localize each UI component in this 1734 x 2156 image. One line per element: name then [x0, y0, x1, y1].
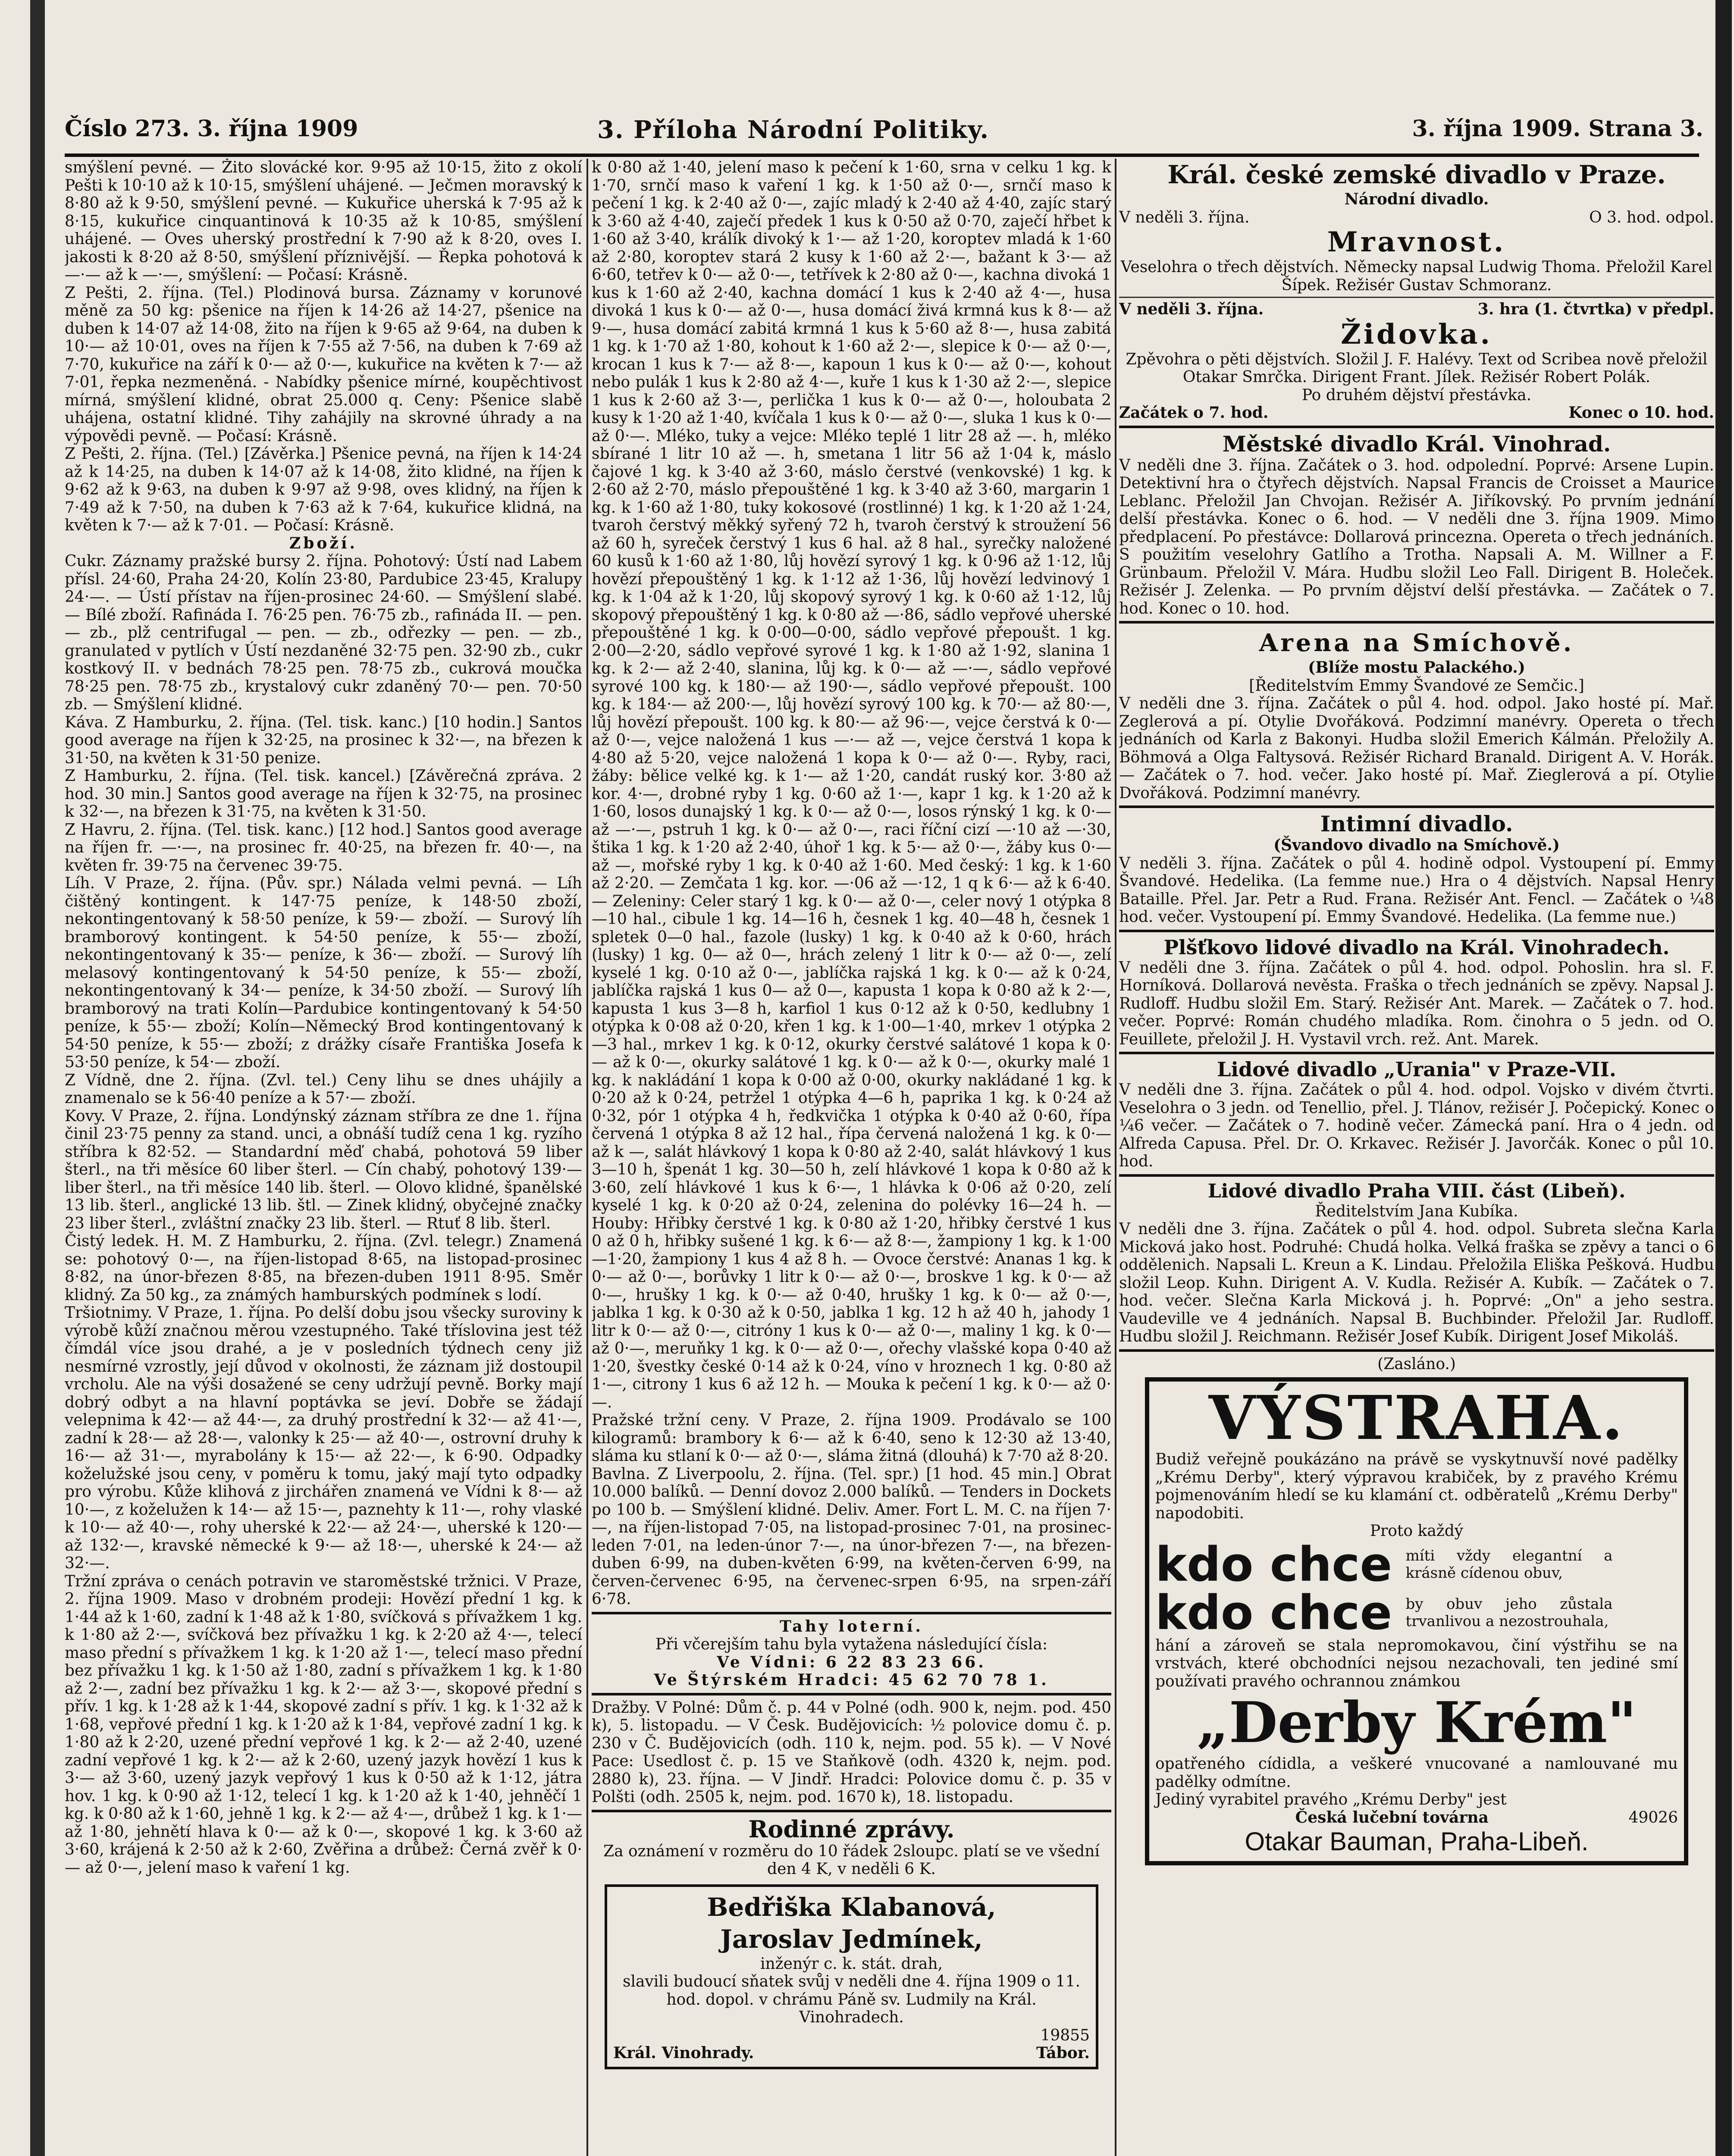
lottery-graz: Ve Štýrském Hradci: 45 62 70 78 1.	[654, 1671, 1049, 1689]
wedding-announcement	[605, 1884, 1098, 2069]
masthead	[65, 116, 1703, 154]
time: O 3. hod. odpol.	[1589, 208, 1714, 226]
divider	[1119, 1349, 1714, 1352]
date: V neděli 3. října.	[1119, 208, 1250, 226]
masthead-rule	[65, 154, 1699, 157]
theatre-listing: V neděli dne 3. října. Začátek o půl 4. hod. odpol. Jako hosté pí. Mař. Zeglerová a pí. Otylie Dvořáková. Podzimní manévry. Opereta o třech jednáních od Karla z Bakonyi. Hudba složil Emerich Kálmán. Přeložily A. Böhmová a Olga Faltysová. Režisér Richard Branald. Dirigent A. V. Horák. — Začátek o 7. hod. večer. Jako hosté pí. Mař. Zieglerová a pí. Otylie Dvořáková. Podzimní manévry.	[1119, 695, 1714, 802]
manufacturer: Otakar Bauman, Praha-Libeň.	[1245, 1827, 1589, 1856]
divider	[1119, 621, 1714, 624]
paragraph: Cukr. Záznamy pražské bursy 2. října. Pohotový: Ústí nad Labem přísl. 24·60, Praha 24·20, Kolín 23·80, Pardubice 23·45, Kralupy 24·—. — Ústí přístav na říjen-prosinec 24·60. — Smýšlení slabé. — Bílé zboží. Rafináda I. 76·25 pen. 76·75 zb., rafináda II. — pen. — zb., plž centrifugal — pen. — zb., odřezky — pen. — zb., granulated v pytlích v Ústí nezdaněné 32·75 pen. 32·90 zb., cukr kostkový II. v bednách 78·25 pen. 78·75 zb., cukrová moučka 78·25 pen. 78·75 zb., krystalový cukr zdaněný 70·— pen. 70·50 zb. — Smýšlení klidné.	[65, 552, 582, 713]
arena-sub: (Blíže mostu Palackého.)	[1308, 658, 1525, 677]
theatre-listing: V neděli dne 3. října. Začátek o půl 4. hod. odpol. Vojsko v divém čtvrti. Veselohra o 3 jedn. od Tenellio, přel. J. Tlánov, režisér J. Počepický. Konec o ¼6 večer. — Začátek o 7. hodině večer. Zámecká paní. Hra o 4 jedn. od Alfreda Capusa. Přel. Dr. O. Krkavec. Režisér J. Javorčák. Konec o půl 10. hod.	[1119, 1081, 1714, 1170]
column-divider	[586, 159, 588, 2156]
theatre-listing: V neděli dne 3. října. Začátek o půl 4. hod. odpol. Subreta slečna Karla Micková jako host. Podruhé: Chudá holka. Velká fraška se zpěvy a tanci o 6 oddělenich. Napsali L. Kreun a K. Lindau. Přeložila Eliška Pešková. Hudbu složil Leop. Kuhn. Dirigent A. V. Kudla. Režisér A. Kubík. — Začátek o 7. hod. večer. Slečna Karla Micková j. h. Poprvé: „On" a jeho sestra. Vaudeville ve 4 jednáních. Napsal B. Buchbinder. Přeložil Jar. Rudloff. Hudbu složil J. Reichmann. Režisér Josef Kubík. Dirigent Josef Mikoláš.	[1119, 1220, 1714, 1345]
divider	[1119, 805, 1714, 808]
warning-title: VÝSTRAHA.	[1208, 1383, 1625, 1454]
paragraph: k 0·80 až 1·40, jelení maso k pečení k 1·60, srna v celku 1 kg. k 1·70, srnčí maso k vaření 1 kg. k 1·50 až 0·—, srnčí maso k pečení 1 kg. k 2·40 až 0·—, zajíc mladý k 2·40 až 4·40, zajíc starý k 3·60 až 4·40, zaječí předek 1 kus k 0·50 až 0·70, zaječí hřbet k 1·60 až 3·40, králík divoký k 1·— až 1·20, koroptev mladá k 1·60 až 2·80, koroptev stará 2 kusy k 1·60 až 2·—, bažant k 3·— až 6·60, tetřev k 0·— až 0·—, tetřívek k 2·80 až 0·—, kachna divoká 1 kus k 1·60 až 2·40, kachna domácí 1 kus k 2·40 až 4·—, husa divoká 1 kus k 0·— až 0·—, husa domácí živá krmná kus k 8·— až 9·—, husa domácí zabitá krmná 1 kus k 5·60 až 8·—, husa zabitá 1 kg. k 1·70 až 1·80, kohout k 1·60 až 2·—, slepice k 0·— až 0·—, krocan 1 kus k 7·— až 8·—, kapoun 1 kus k 0·— až 0·—, kohout nebo pulák 1 kus k 2·80 až 4·—, kuře 1 kus k 1·30 až 2·—, slepice 1 kus k 2·60 až 3·—, perlička 1 kus k 0·— až 0·—, holoubata 2 kusy k 1·20 až 1·40, kvíčala 1 kus k 0·— až 0·—, sluka 1 kus k 0·— až 0·—. Mléko, tuky a vejce: Mléko teplé 1 litr 28 až —. h, mléko sbírané 1 litr 10 až —. h, smetana 1 litr 56 až 1·04 k, máslo čajové 1 kg. k 3·40 až 3·60, máslo čerstvé (venkovské) 1 kg. k 2·60 až 2·70, máslo přepouštěné 1 kg. k 3·40 až 3·60, margarin 1 kg. k 1·60 až 1·80, tuky kokosové (rostlinné) 1 kg. k 1·20 až 1·24, tvaroh čerstvý měkký syřený 72 h, tvaroh čerstvý k stroužení 56 až 60 h, syreček čerstvý 1 kus 6 hal. až 8 hal., syrečky naložené 60 kusů k 1·60 až 1·80, lůj hovězí syrový 1 kg. k 0·96 až 1·12, lůj hovězí přepouštěný 1 kg. k 1·12 až 1·36, lůj hovězí ledvinový 1 kg. k 1·04 až k 1·20, lůj skopový syrový 1 kg. k 0·60 až 1·12, lůj skopový přepouštěný 1 kg. k 0·80 až —·86, sádlo vepřové uherské přepouštěné 1 kg. k 0·00—0·00, sádlo vepřové přepoušt. 1 kg. 2·00—2·20, sádlo vepřové syrové 1 kg. k 1·80 až 1·92, slanina 1 kg. k 2·— až 2·40, slanina, lůj kg. k 0·— až —·—, sádlo vepřové syrové 100 kg. k 180·— až 190·—, sádlo vepřové přepoušt. 100 kg. k 184·— až 200·—, lůj hovězí syrový 100 kg. k 70·— až 80·—, lůj hovězí přepoušt. 100 kg. k 80·— až 96·—, vejce čerstvá k 0·— až 0·—, vejce naložená 1 kus —·— až —, vejce čerstvá 1 kopa k 4·80 až 5·20, vejce naložená 1 kopa k 0·— až 0·—. Ryby, raci, žáby: bělice velké kg. k 1·— až 1·20, candát ruský kor. 3·80 až kor. 4·—, drobné ryby 1 kg. 0·60 až 1·—, kapr 1 kg. k 1·20 až k 1·60, losos dunajský 1 kg. k 0·— až 0·—, losos rýnský 1 kg. k 0·— až —·—, pstruh 1 kg. k 0·— až 0·—, raci říční cizí —·10 až —·30, štika 1 kg. k 1·20 až 2·40, úhoř 1 kg. k 5·— až 0·—, žáby kus 0·— až —, mořské ryby 1 kg. k 0·40 až 1·60. Med český: 1 kg. k 1·60 až 2·20. — Zemčata 1 kg. kor. —·06 až —·12, 1 q k 6·— až k 6·40. — Zeleniny: Celer starý 1 kg. k 0·— až 0·—, celer nový 1 otýpka 8—10 hal., cibule 1 kg. 14—16 h, česnek 1 kg. 40—48 h, česnek 1 spletek 0—0 hal., fazole (lusky) 1 kg. k 0·40 až k 0·60, hrách (lusky) 1 kg. 0— až 0—, hrách zelený 1 litr k 0·— až 0·—, zelí kyselé 1 kg. 0·10 až 0·—, jablíčka rajská 1 kg. k 0·— až k 0·24, jablíčka rajská 1 kus 0— až 0—, kapusta 1 kopa k 0·80 až k 2·—, kapusta 1 kus 3—8 h, karfiol 1 kus 0·12 až k 0·50, kedlubny 1 otýpka k 0·08 až 0·20, křen 1 kg. k 1·00—1·40, mrkev 1 otýpka 2—3 hal., mrkev 1 kg. k 0·12, okurky čerstvé salátové 1 kopa k 0·— až k 0·—, okurky salátové 1 kg. k 0·— až k 0·—, okurky malé 1 kg. k nakládání 1 kopa k 0·00 až 0·00, okurky nakládané 1 kg. k 0·20 až k 0·24, petržel 1 otýpka 4—6 h, paprika 1 kg. k 0·24 až 0·32, pór 1 otýpka 4 h, ředkvička 1 otýpka k 0·40 až 0·60, řípa červená 1 otýpka 8 až 12 hal., řípa červená naložená 1 kg. k 0·— až k —, salát hlávkový 1 kopa k 0·80 až 2·40, salát hlávkový 1 kus 3—10 h, špenát 1 kg. 30—50 h, zelí hlávkové 1 kopa k 0·80 až k 3·60, zelí hlávkové 1 kus k 6·—, 1 hlávka k 0·06 až 0·20, zelí kyselé 1 kg. k 0·20 až 0·24, zelenina do polévky 16—24 h. — Houby: Hřibky čerstvé 1 kg. k 0·80 až 1·20, hřibky čerstvé 1 kus 0 až 0 h, hřibky sušené 1 kg. k 6·— až 8·—, žampiony 1 kg. k 1·00—1·20, žampiony 1 kus 4 až 8 h. — Ovoce čerstvé: Ananas 1 kg. k 0·— až 0·—, borůvky 1 litr k 0·— až 0·—, broskve 1 kg. k 0·— až 0·—, hrušky 1 kg. k 0·— až 0·40, hrušky 1 kg. k 0·— až 0·—, jablka 1 kg. k 0·30 až k 0·50, jablka 1 kg. 12 h až 40 h, jahody 1 litr k 0·— až 0·—, citróny 1 kus k 0·— až 0·—, maliny 1 kg. k 0·— až 0·—, meruňky 1 kg. k 0·— až 0·—, ořechy vlašské kopa 0·40 až 1·20, švestky české 0·14 až k 0·24, víno v hroznech 1 kg. 0·80 až 1·—, citrony 1 kus 6 až 12 h. — Mouka k pečení 1 kg. k 0·— až 0·—.	[592, 159, 1111, 1411]
folk-theatre-heading: Plšťkovo lidové divadlo na Král. Vinohradech.	[1163, 935, 1670, 959]
theatre-listing: V neděli 3. října. Začátek o půl 4. hodině odpol. Vystoupení pí. Emmy Švandové. Hedelika. (La femme nue.) Hra o 4 dějstvích. Napsal Henry Bataille. Přel. Jar. Petr a Rud. Frana. Režisér Ant. Fencl. — Začátek o ¼8 hod. večer. Vystoupení pí. Emmy Švandové. Hedelika. (La femme nue.)	[1119, 854, 1714, 926]
paragraph: Tršiotnimy. V Praze, 1. října. Po delší dobu jsou všecky suroviny k výrobě kůží značnou měrou vzestupného. Také tříslovina jest též čímdál více jsou drahé, a je v posledních týdnech ceny již nesmírné vzrostly, její důvod v okolnosti, že záznam již dostoupil vrcholu. Ale na výši dosažené se ceny udržují pevně. Borky mají dobrý odbyt a na hlavní poptávka se jeví. Dobře se žádají velepnima k 42·— až 44·—, za druhý prostřední k 32·— až 41·—, zadní k 28·— až 28·—, valonky k 25·— až 40·—, ostrovní druhy k 16·— až 31·—, myrabolány k 15·— až 22·—, k 6·90. Odpadky koželužské jsou ceny, v poměru k tomu, jaký mají tyto odpadky pro výrobu. Kůže klihová z jirchářen znamená ve Vídni k 8·— až 10·—, z koželužen k 14·— až 15·—, paznehty k 11·—, rohy vlaské k 10·— až 40·—, rohy uherské k 22·— až 24·—, uherské k 120·— až 132·—, kravské německé k 9·— až 18·—, uherské k 24·— až 32·—.	[65, 1304, 582, 1572]
groom-title: inženýr c. k. stát. drah,	[760, 1955, 943, 1973]
ad-text: Budiž veřejně poukázáno na právě se vyskytnuvší nové padělky „Krému Derby", který výpravou krabiček, by z pravého Krému pojmenováním hledí se ku klamání ct. odběratelů „Krému Derby" napodobiti.	[1155, 1451, 1678, 1522]
paragraph: Kovy. V Praze, 2. října. Londýnský záznam stříbra ze dne 1. října činil 23·75 penny za stand. unci, a obnáší tudíž cena 1 kg. ryzího stříbra k 82·52. — Standardní měď chabá, pohotová 59 liber šterl., na tři měsíce 60 liber šterl. — Cín chabý, pohotový 139·— liber šterl., na tři měsíce 140 lib. šterl. — Olovo klidné, španělské 13 lib. šterl., anglické 13 lib. štl. — Zinek klidný, obyčejné značky 23 liber šterl., zvláštní značky 23 lib. šterl. — Rtuť 8 lib. šterl.	[65, 1107, 582, 1232]
paragraph: Líh. V Praze, 2. října. (Pův. spr.) Nálada velmi pevná. — Líh čištěný kontingent. k 147·75 peníze, k 148·50 zboží, nekontingentovaný k 58·50 peníze, k 59·— zboží. — Surový líh bramborový kontingent. k 54·50 peníze, k 55·— zboží, nekontingentovaný k 35·— peníze, k 36·— zboží. — Surový líh melasový kontingentovaný k 54·50 peníze, k 55·— zboží, nekontingentovaný k 34·— peníze, k 34·50 zboží. — Surový líh bramborový na trati Kolín—Pardubice kontingentovaný k 54·50 peníze, k 55·— zboží; Kolín—Německý Brod kontingentovaný k 54·50 peníze, k 55·— zboží; z drážky císaře Františka Josefa k 53·50 peníze, k 54·— zboží.	[65, 874, 582, 1071]
divider	[592, 1810, 1111, 1812]
auctions: Dražby. V Polné: Dům č. p. 44 v Polné (odh. 900 k, nejm. pod. 450 k), 5. listopadu. — V Česk. Budějovicích: ½ polovice domu č. p. 230 v Č. Budějovicích (odh. 110 k, nejm. pod. 55 k). — V Nové Pace: Usedlost č. p. 15 ve Staňkově (odh. 4320 k, nejm. pod. 2880 k), 23. října. — V Jindř. Hradci: Polovice domu č. p. 35 v Polšti (odh. 2505 k, nejm. pod. 1670 k), 18. listopadu.	[592, 1698, 1111, 1806]
paragraph: Z Hamburku, 2. října. (Tel. tisk. kancel.) [Závěrečná zpráva. 2 hod. 30 min.] Santos good average na říjen k 32·75, na prosinec k 32·—, na březen k 31·75, na květen k 31·50.	[65, 767, 582, 821]
bride-name: Bedřiška Klabanová,	[707, 1892, 996, 1922]
start-time: Začátek o 7. hod.	[1119, 404, 1269, 422]
liben-sub: Ředitelstvím Jana Kubíka.	[1315, 1202, 1518, 1220]
play-title: Mravnost.	[1327, 226, 1506, 258]
column-food-prices	[592, 159, 1111, 2156]
sent-in-note: (Zasláno.)	[1377, 1355, 1456, 1373]
end-time: Konec o 10. hod.	[1568, 404, 1714, 422]
lottery-intro: Při včerejším tahu byla vytažena následující čísla:	[655, 1636, 1048, 1653]
lottery-vienna: Ve Vídni: 6 22 83 23 66.	[717, 1653, 986, 1671]
ad-text: opatřeného cídidla, a veškeré vnucované a namlouvané mu padělky odmítne.	[1155, 1755, 1678, 1791]
theatre-national-sub: Národní divadlo.	[1344, 190, 1489, 208]
left-scan-edge	[30, 0, 45, 2156]
groom-name: Jaroslav Jedmínek,	[720, 1924, 983, 1954]
place-tabor: Tábor.	[1036, 2044, 1090, 2062]
arena-sub2: [Ředitelstvím Emmy Švandové ze Semčic.]	[1249, 677, 1584, 695]
who-wants-heading: kdo chce	[1155, 1585, 1392, 1640]
paragraph: Z Pešti, 2. října. (Tel.) [Závěrka.] Pšenice pevná, na říjen k 14·24 až k 14·25, na duben k 14·07 až k 14·08, žito klidné, na říjen k 9·62 až k 9·63, na duben k 9·97 až 9·98, oves klidný, na říjen k 7·49 až k 7·50, na duben k 7·63 až k 7·64, kukuřice klidná, na květen k 7·— až k 7·01. — Počasí: Krásně.	[65, 445, 582, 534]
arena-smichov-heading: Arena na Smíchově.	[1259, 629, 1574, 657]
who-wants-text: by obuv jeho zůstala trvanlivou a nezostrouhala,	[1405, 1595, 1613, 1630]
factory-name: Česká lučební továrna	[1295, 1808, 1489, 1827]
issue-number: Číslo 273. 3. října 1909	[65, 116, 358, 142]
liben-theatre-heading: Lidové divadlo Praha VIII. část (Libeň).	[1207, 1180, 1626, 1202]
who-wants-text: míti vždy elegantní a krásně cídenou obuv,	[1405, 1547, 1613, 1582]
paragraph: Tržní zpráva o cenách potravin ve staroměstské tržnici. V Praze, 2. října 1909. Maso v drobném prodeji: Hovězí přední 1 kg. k 1·44 až k 1·60, zadní k 1·48 až k 1·80, svíčková s přívažkem 1 kg. k 1·80 až 2·—, svíčková bez přívažku 1 kg. k 2·20 až 4·—, telecí maso přední s přívažkem 1 kg. k 1·20 až 1·—, telecí maso přední bez přívažku 1 kg. k 1·50 až 1·80, zadní s přívažkem 1 kg. k 1·80 až 2·—, zadní bez přívažku 1 kg. k 2·— až 3·—, skopové přední s přív. 1 kg. k 1·28 až k 1·44, skopové zadní s přív. 1 kg. k 1·32 až k 1·68, vepřové přední 1 kg. k 1·20 až k 1·84, vepřové zadní 1 kg. k 1·80 až k 2·20, uzené přední vepřové 1 kg. k 2·— až 2·40, uzené zadní vepřové 1 kg. k 2·— až k 2·60, uzený jazyk hovězí 1 kus k 3·— až 3·60, uzený jazyk vepřový 1 kus k 0·50 až k 1·12, játra hov. 1 kg. k 0·90 až 1·12, telecí 1 kg. k 1·20 až k 1·40, jehněčí 1 kg. k 0·80 až k 1·60, jehně 1 kg. k 2·— až 4·—, drůbež 1 kg. k 1·— až 1·80, jehnětí hlava k 0·— až k 0·—, skopové 1 kg. k 3·60 až 3·60, krájená k 2·50 až k 2·60, Zvěřina a drůbež: Černá zvěř k 0·— až 0·—, jelení maso k vaření 1 kg.	[65, 1572, 582, 1877]
ad-text: hání a zároveň se stala nepromokavou, činí výstřihu se na vrstvách, které obchodníci nejsou nezachovali, ten jediné smí používati pravého ochrannou známkou	[1155, 1636, 1678, 1690]
subscription: 3. hra (1. čtvrtka) v předpl.	[1477, 300, 1714, 318]
urania-heading: Lidové divadlo „Urania" v Praze-VII.	[1217, 1058, 1616, 1081]
divider	[592, 1693, 1111, 1695]
intermission-note: Po druhém dějství přestávka.	[1301, 386, 1532, 404]
divider	[1119, 297, 1714, 298]
derby-cream-ad	[1145, 1377, 1688, 1865]
theatre-listing: V neděli dne 3. října. Začátek o půl 4. hod. odpol. Pohoslin. hra sl. F. Horníková. Dollarová nevěsta. Fraška o třech jednáních se zpěvy. Napsal J. Rudloff. Hudbu složil Em. Starý. Režisér Ant. Marek. — Začátek o 7. hod. večer. Poprvé: Román chudého mladíka. Rom. činohra o 5 jedn. od O. Feuillete, přeložil J. H. Vystavil vrch. rež. Ant. Marek.	[1119, 959, 1714, 1048]
play-description: Veselohra o třech dějstvích. Německy napsal Ludwig Thoma. Přeložil Karel Šípek. Režisér Gustav Schmoranz.	[1120, 258, 1713, 294]
product-name: „Derby Krém"	[1197, 1689, 1637, 1755]
divider	[592, 1612, 1111, 1614]
theatre-listing: V neděli dne 3. října. Začátek o 3. hod. odpolední. Poprvé: Arsene Lupin. Detektivní hra o čtyřech dějstvích. Napsal Francis de Croisset a Maurice Leblanc. Přeložil Jan Chvojan. Režisér A. Jiříkovský. Po prvním jednání delší přestávka. Konec o 6. hod. — V neděli dne 3. října 1909. Mimo předplacení. Po přestávce: Dollarová princezna. Opereta o třech jednáních. S použitím veselohry Gatlího a Trotha. Napsali A. M. Willner a F. Grünbaum. Přeložil V. Mára. Hudbu složil Leo Fall. Dirigent B. Holeček. Režisér J. Zelenka. — Po prvním dějství delší přestávka. — Začátek o 7. hod. Konec o 10. hod.	[1119, 456, 1714, 617]
column-market-reports	[65, 159, 582, 2156]
divider	[1119, 426, 1714, 428]
play-title: Židovka.	[1341, 318, 1493, 351]
paragraph: Čistý ledek. H. M. Z Hamburku, 2. října. (Zvl. telegr.) Znamená se: pohotový 0·—, na říjen-listopad 8·65, na listopad-prosinec 8·82, na únor-březen 8·85, na březen-duben 1911 8·95. Směr klidný. Za 50 kg., za známých hamburských podmínek s lodí.	[65, 1232, 582, 1304]
family-news-heading: Rodinné zprávy.	[748, 1815, 955, 1843]
intimate-sub: (Švandovo divadlo na Smíchově.)	[1273, 836, 1560, 854]
section-heading: Zboží.	[289, 534, 358, 552]
divider	[1119, 1174, 1714, 1177]
theatre-national-heading: Král. české zemské divadlo v Praze.	[1167, 160, 1666, 189]
theatre-vinohrady-heading: Městské divadlo Král. Vinohrad.	[1222, 431, 1611, 457]
divider	[1119, 930, 1714, 932]
paragraph: Z Havru, 2. října. (Tel. tisk. kanc.) [12 hod.] Santos good average na říjen fr. —·—, na prosinec fr. 40·25, na březen fr. 40·—, na květen fr. 39·75 na červenec 39·75.	[65, 821, 582, 874]
paragraph: smýšlení pevné. — Žito slovácké kor. 9·95 až 10·15, žito z okolí Pešti k 10·10 až k 10·15, smýšlení uhájené. — Ječmen moravský k 8·80 až k 9·50, smýšlení pevné. — Kukuřice uherská k 7·95 až k 8·15, kukuřice cinquantinová k 10·35 až k 10·85, smýšlení uhájené. — Oves uherský prostřední k 7·90 až k 8·20, oves I. jakosti k 8·20 až 8·50, smýšlení příznivější. — Řepka pohotová k —·— až k —·—, smýšlení: — Počasí: Krásně.	[65, 159, 582, 284]
paragraph: Pražské tržní ceny. V Praze, 2. října 1909. Prodávalo se 100 kilogramů: brambory k 6·— až k 6·40, seno k 12·30 až 13·40, sláma ku stlaní k 0·— až 0·—, sláma žitná (dlouhá) k 7·70 až 8·20.	[592, 1411, 1111, 1465]
paragraph: Káva. Z Hamburku, 2. října. (Tel. tisk. kanc.) [10 hodin.] Santos good average na říjen k 32·25, na prosinec k 32·—, na březen k 31·50, na květen k 31·50 penize.	[65, 713, 582, 767]
lottery-heading: Tahy loterní.	[780, 1617, 923, 1636]
ad-number: 49026	[1628, 1808, 1678, 1827]
place-vinohrady: Král. Vinohrady.	[613, 2044, 754, 2062]
ad-text: Jediný vyrabitel pravého „Krému Derby" jest	[1155, 1791, 1507, 1808]
play-description: Zpěvohra o pěti dějstvích. Složil J. F. Halévy. Text od Scribea nově přeložil Otakar Smrčka. Dirigent Frant. Jílek. Režisér Robert Polák.	[1126, 350, 1708, 386]
column-divider	[1115, 159, 1116, 2156]
paragraph: Z Pešti, 2. října. (Tel.) Plodinová bursa. Záznamy v korunové měně za 50 kg: pšenice na říjen k 14·26 až 14·27, pšenice na duben k 14·07 až 14·08, žito na říjen k 9·65 až 9·64, na duben k 10·— až 10·01, oves na říjen k 7·55 až 7·56, na duben k 7·69 až 7·70, kukuřice na září k 0·— až 0·—, kukuřice na květen k 7·— až 7·01, řepka nezmeněná. - Nabídky pšenice mírné, koupěchtivost mírná, smýšlení klidné, obrat 25.000 q. Ceny: Pšenice slabě uhájena, ostatní klidné. Tihy zahájily na skrovné úhrady a na výpovědi pevně. — Počasí: Krásně.	[65, 284, 582, 445]
right-scan-edge	[1715, 0, 1732, 2156]
intimate-theatre-heading: Intimní divadlo.	[1320, 811, 1513, 837]
paragraph: Bavlna. Z Liverpoolu, 2. října. (Tel. spr.) [1 hod. 45 min.] Obrat 10.000 balíků. — Denní dovoz 2.000 balíků. — Tenders in Dockets po 100 b. — Smýšlení klidné. Deliv. Amer. Fort L. M. C. na říjen 7·—, na říjen-listopad 7·05, na listopad-prosinec 7·01, na prosinec-leden 7·01, na leden-únor 7·—, na únor-březen 7·—, na březen-duben 6·99, na duben-květen 6·99, na květen-červen 6·99, na červen-červenec 6·95, na červenec-srpen 6·95, na srpen-září 6·78.	[592, 1465, 1111, 1608]
who-wants-heading: kdo chce	[1155, 1536, 1392, 1592]
divider	[1119, 1052, 1714, 1054]
page-date: 3. října 1909. Strana 3.	[1412, 116, 1703, 142]
paragraph: Z Vídně, dne 2. října. (Zvl. tel.) Ceny lihu se dnes uhájily a znamenalo se k 56·40 peníze a k 57·— zboží.	[65, 1071, 582, 1107]
ad-text: Proto každý	[1370, 1522, 1464, 1540]
supplement-title: 3. Příloha Národní Politiky.	[597, 116, 989, 144]
column-theatre-listings	[1119, 159, 1714, 2156]
date: V neděli 3. října.	[1119, 300, 1264, 318]
family-news-rates: Za oznámení v rozměru do 10 řádek 2sloupc. platí se ve všední den 4 K, v neděli 6 K.	[603, 1842, 1100, 1878]
ad-number: 19855	[1040, 2026, 1090, 2044]
wedding-text: slavili budoucí sňatek svůj v neděli dne 4. října 1909 o 11. hod. dopol. v chrámu Páně sv. Ludmily na Král. Vinohradech.	[622, 1973, 1081, 2026]
